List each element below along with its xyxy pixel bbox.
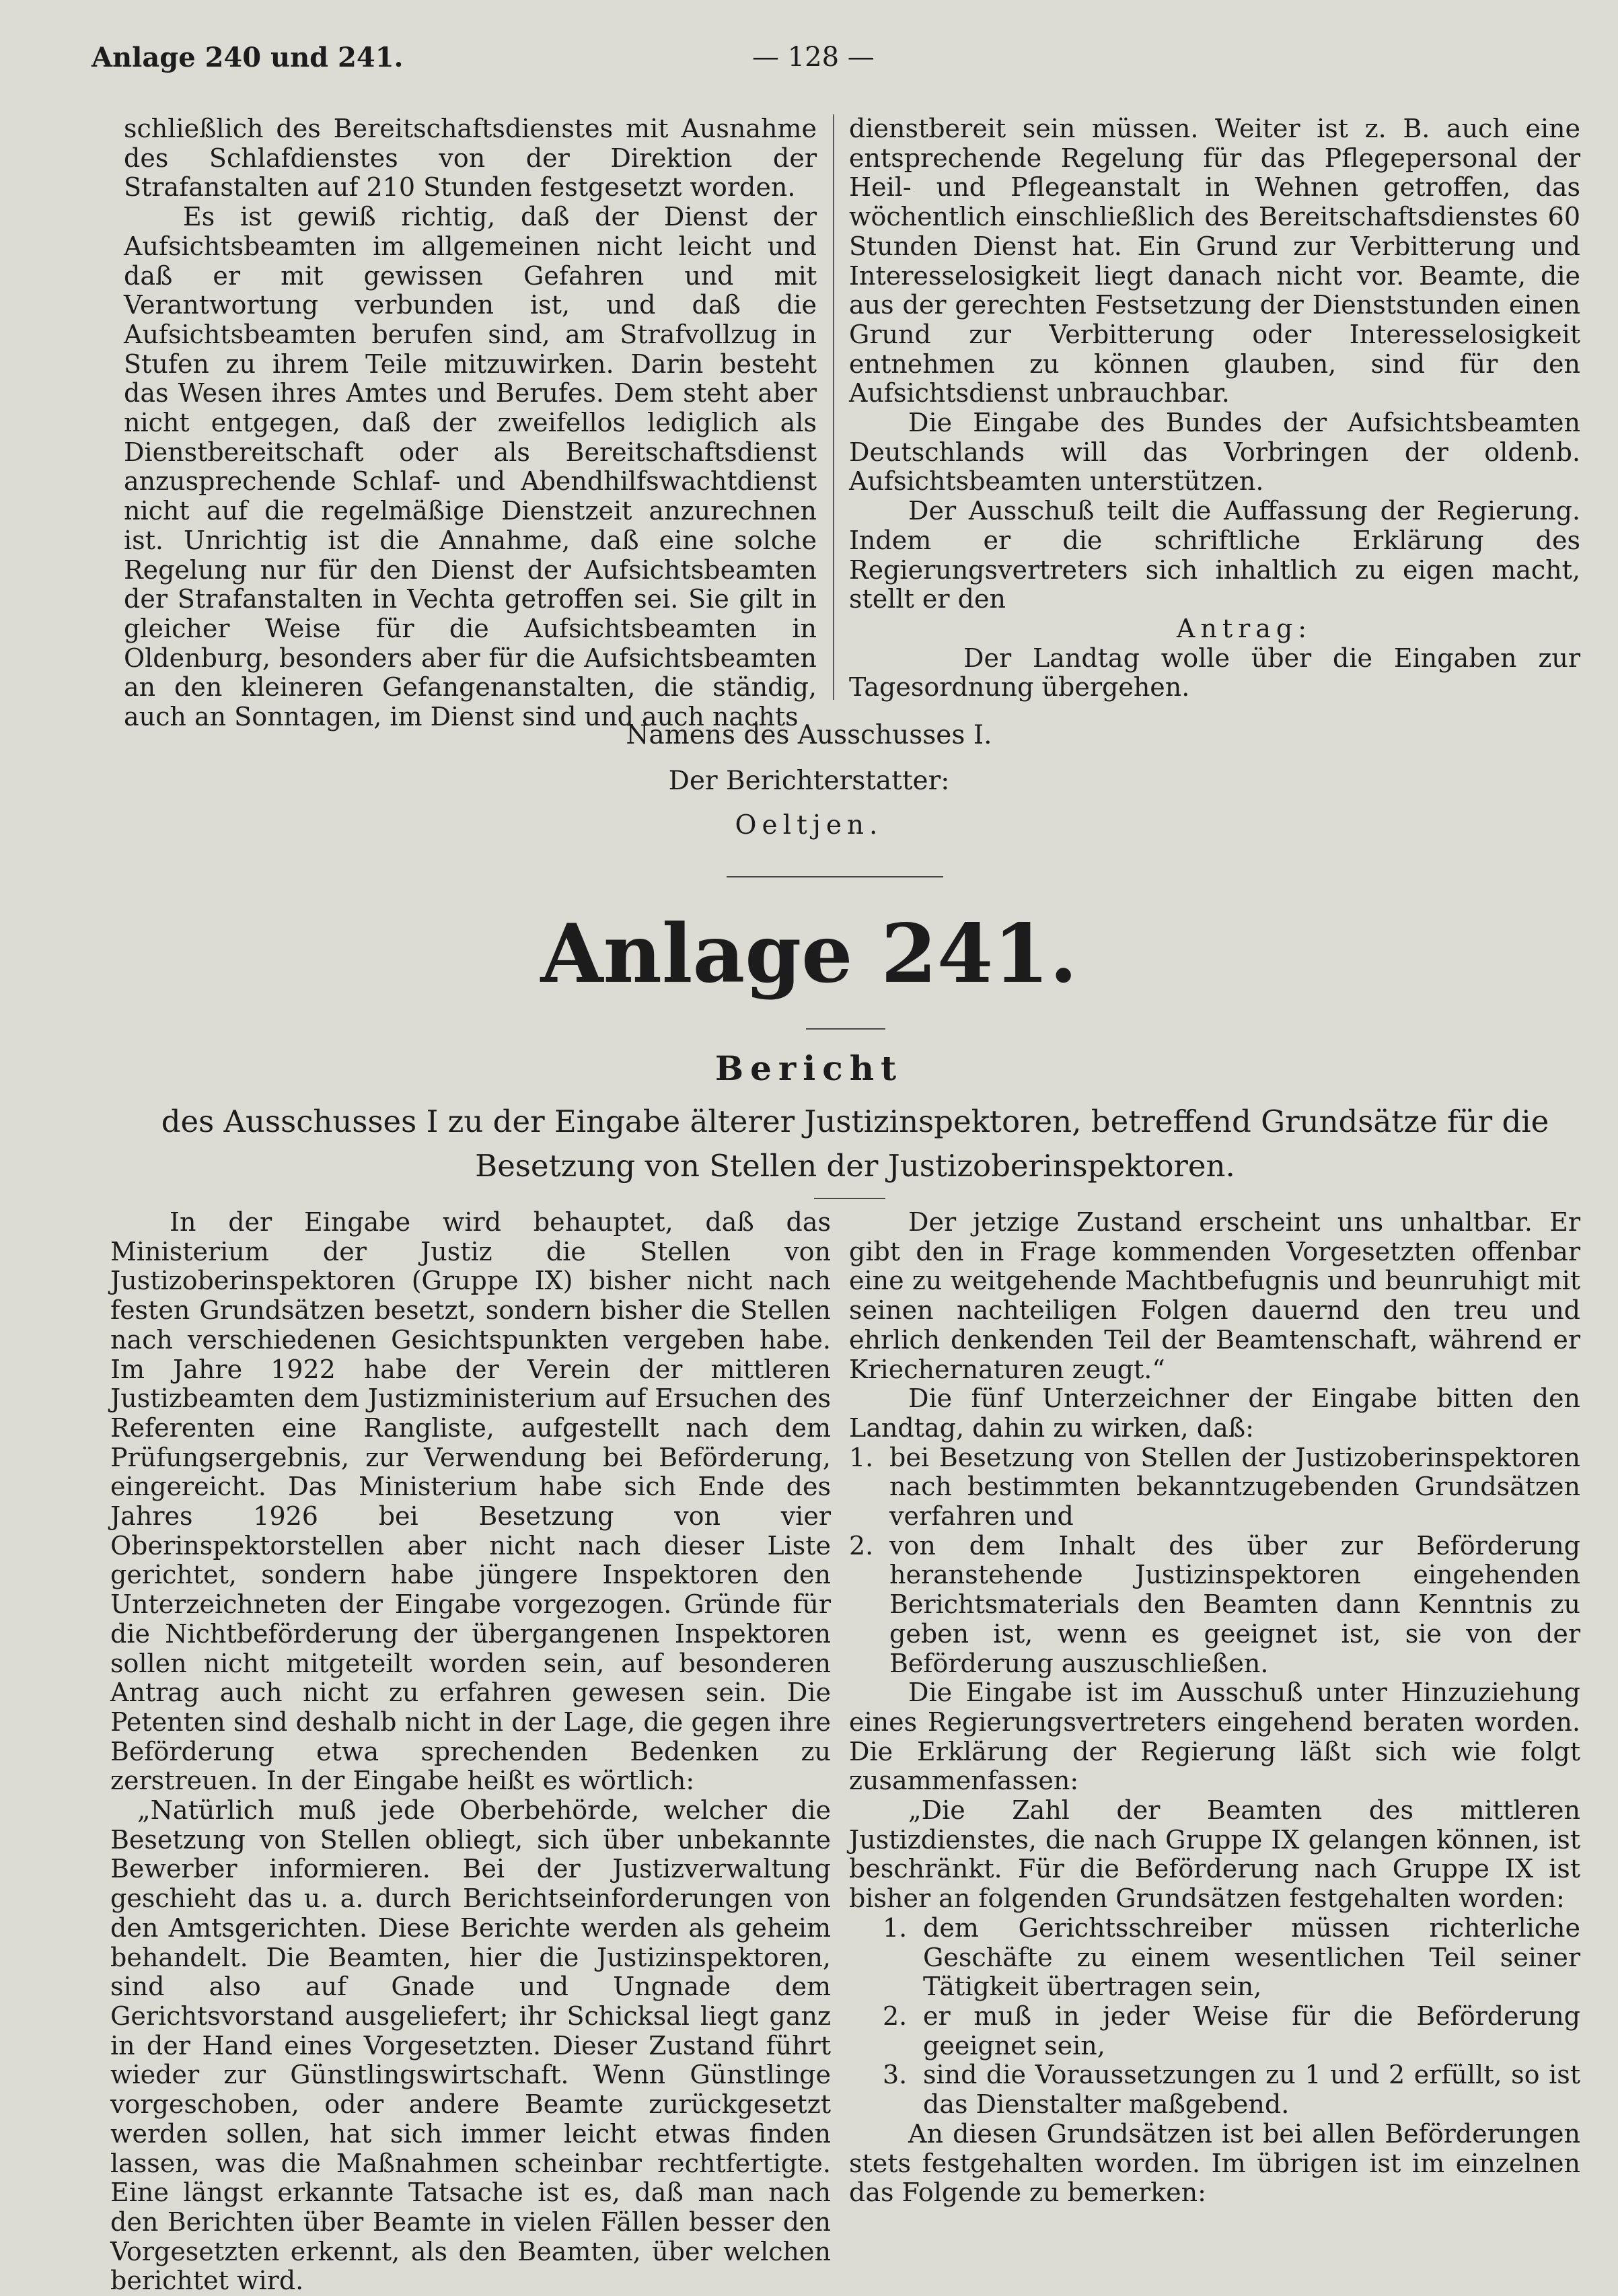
bericht-title: Bericht [714,1048,904,1088]
paragraph: dienstbereit sein müssen. Weiter ist z. B. auch eine entsprechende Regelung für das Pflegepersonal der Heil- und Pflegeanstalt in Wehnen getroffen, das wöchentlich einschließlich des Bereitschaftsdienstes 60 Stunden Dienst hat. Ein Grund zur Verbitterung und Interesselosigkeit liegt danach nicht vor. Beamte, die aus der gerechten Festsetzung der Dienststunden einen Grund zur Verbitterung oder Interesselosigkeit entnehmen zu können glauben, sind für den Aufsichtsdienst unbrauchbar. [849,114,1580,408]
paragraph: Die fünf Unterzeichner der Eingabe bitten den Landtag, dahin zu wirken, daß: [849,1384,1580,1443]
bericht-subtitle: des Ausschusses I zu der Eingabe älterer Justizinspektoren, betreffend Grundsätze für die Besetzung von Stellen der Justizoberinspektoren. [161,1104,1549,1184]
bottom-right-column [849,1208,1580,2208]
list-item [849,1914,1580,2002]
list-text: von dem Inhalt des über zur Beförderung heranstehende Justizinspektoren eingehenden Berichtsmaterials den Beamten dann Kenntnis zu geben ist, wenn es geeignet ist, sie von der Beförderung auszuschließen. [889,1530,1580,1678]
paragraph: Die Eingabe des Bundes der Aufsichtsbeamten Deutschlands will das Vorbringen der oldenb. Aufsichtsbeamten unterstützen. [849,408,1580,497]
paragraph: Es ist gewiß richtig, daß der Dienst der Aufsichtsbeamten im allgemeinen nicht leicht und daß er mit gewissen Gefahren und mit Verantwortung verbunden ist, und daß die Aufsichtsbeamten berufen sind, am Strafvollzug in Stufen zu ihrem Teile mitzuwirken. Darin besteht das Wesen ihres Amtes und Berufes. Dem steht aber nicht entgegen, daß der zweifellos lediglich als Dienstbereitschaft oder als Bereitschaftsdienst anzusprechende Schlaf- und Abendhilfswachtdienst nicht auf die regelmäßige Dienstzeit anzurechnen ist. Unrichtig ist die Annahme, daß eine solche Regelung nur für den Dienst der Aufsichtsbeamten der Strafanstalten in Vechta getroffen sei. Sie gilt in gleicher Weise für die Aufsichtsbeamten in Oldenburg, besonders aber für die Aufsichtsbeamten an den kleineren Gefangenanstalten, die ständig, auch an Sonntagen, im Dienst sind und auch nachts [124,202,817,732]
list-number: 2. [883,2001,908,2031]
list-number: 1. [883,1912,908,1943]
list-item [849,1532,1580,1679]
list-number: 1. [849,1442,874,1472]
signature-name: Oeltjen. [735,810,883,840]
quote-paragraph: „Die Zahl der Beamten des mittleren Justizdienstes, die nach Gruppe IX gelangen können, ist beschränkt. Für die Beförderung nach Gruppe IX ist bisher an folgenden Grundsätzen festgehalten worden: [849,1795,1580,1914]
paragraph: Der Ausschuß teilt die Auffassung der Regierung. Indem er die schriftliche Erklärung des Regierungsvertreters sich inhaltlich zu eigen macht, stellt er den [849,496,1580,614]
divider-line [814,1198,885,1199]
quote-paragraph: „Natürlich muß jede Oberbehörde, welcher die Besetzung von Stellen obliegt, sich über unbekannte Bewerber informieren. Bei der Justizverwaltung geschieht das u. a. durch Berichtseinforderungen von den Amtsgerichten. Diese Berichte werden als geheim behandelt. Die Beamten, hier die Justizinspektoren, sind also auf Gnade und Ungnade dem Gerichtsvorstand ausgeliefert; ihr Schicksal liegt ganz in der Hand eines Vorgesetzten. Dieser Zustand führt wieder zur Günstlingswirtschaft. Wenn Günstlinge vorgeschoben, oder andere Beamte zurückgesetzt werden sollen, hat sich immer leicht etwas finden lassen, was die Maßnahmen scheinbar rechtfertigte. Eine längst erkannte Tatsache ist es, daß man nach den Berichten über Beamte in vielen Fällen besser den Vorgesetzten erkennt, als den Beamten, über welchen berichtet wird. [110,1795,831,2296]
signature-line-committee: Namens des Ausschusses I. [626,720,992,750]
list-text: sind die Voraussetzungen zu 1 und 2 erfüllt, so ist das Dienstalter maßgebend. [923,2060,1580,2120]
list-number: 2. [849,1530,874,1560]
paragraph: In der Eingabe wird behauptet, daß das Ministerium der Justiz die Stellen von Justizoberinspektoren (Gruppe IX) bisher nicht nach festen Grundsätzen besetzt, sondern bisher die Stellen nach verschiedenen Gesichtspunkten vergeben habe. Im Jahre 1922 habe der Verein der mittleren Justizbeamten dem Justizministerium auf Ersuchen des Referenten eine Rangliste, aufgestellt nach dem Prüfungsergebnis, zur Verwendung bei Beförderung, eingereicht. Das Ministerium habe sich Ende des Jahres 1926 bei Besetzung von vier Oberinspektorstellen aber nicht nach dieser Liste gerichtet, sondern habe jüngere Inspektoren den Unterzeichneten der Eingabe vorgezogen. Gründe für die Nichtbeförderung der übergangenen Inspektoren sollen nicht mitgeteilt worden sein, auf besonderen Antrag auch nicht zu erfahren gewesen sein. Die Petenten sind deshalb nicht in der Lage, die gegen ihre Beförderung etwa sprechenden Bedenken zu zerstreuen. In der Eingabe heißt es wörtlich: [110,1207,831,1796]
list-item [849,2002,1580,2060]
anlage-title: Anlage 241. [540,906,1078,1001]
quote-paragraph: Der jetzige Zustand erscheint uns unhaltbar. Er gibt den in Frage kommenden Vorgesetzten offenbar eine zu weitgehende Machtbefugnis und beunruhigt mit seinen nachteiligen Folgen dauernd den treu und ehrlich denkenden Teil der Beamtenschaft, während er Kriechernaturen zeugt.“ [849,1207,1580,1384]
antrag-text: Der Landtag wolle über die Eingaben zur Tagesordnung übergehen. [849,643,1580,703]
list-text: er muß in jeder Weise für die Beförderung geeignet sein, [923,2001,1580,2060]
page-number: — 128 — [752,42,875,73]
top-right-column [849,114,1580,703]
paragraph: Die Eingabe ist im Ausschuß unter Hinzuziehung eines Regierungsvertreters eingehend beraten worden. Die Erklärung der Regierung läßt sich wie folgt zusammenfassen: [849,1678,1580,1796]
paragraph: schließlich des Bereitschaftsdienstes mit Ausnahme des Schlafdienstes von der Direktion der Strafanstalten auf 210 Stunden festgesetzt worden. [124,114,817,203]
list-text: bei Besetzung von Stellen der Justizoberinspektoren nach bestimmten bekanntzugebenden Grundsätzen verfahren und [889,1442,1580,1532]
divider-line [806,1028,885,1030]
running-header: Anlage 240 und 241. [91,42,404,73]
list-number: 3. [883,2060,908,2090]
antrag-label: Antrag: [1176,613,1313,643]
bottom-left-column [110,1208,831,2296]
paragraph: An diesen Grundsätzen ist bei allen Beförderungen stets festgehalten worden. Im übrigen ist im einzelnen das Folgende zu bemerken: [849,2118,1580,2208]
list-item [849,1443,1580,1532]
column-divider [833,114,834,700]
list-text: dem Gerichtsschreiber müssen richterliche Geschäfte zu einem wesentlichen Teil seiner Tätigkeit übertragen sein, [923,1912,1580,2002]
divider-line [727,876,943,877]
top-left-column [124,114,817,732]
list-item [849,2060,1580,2119]
signature-line-role: Der Berichterstatter: [668,766,950,796]
